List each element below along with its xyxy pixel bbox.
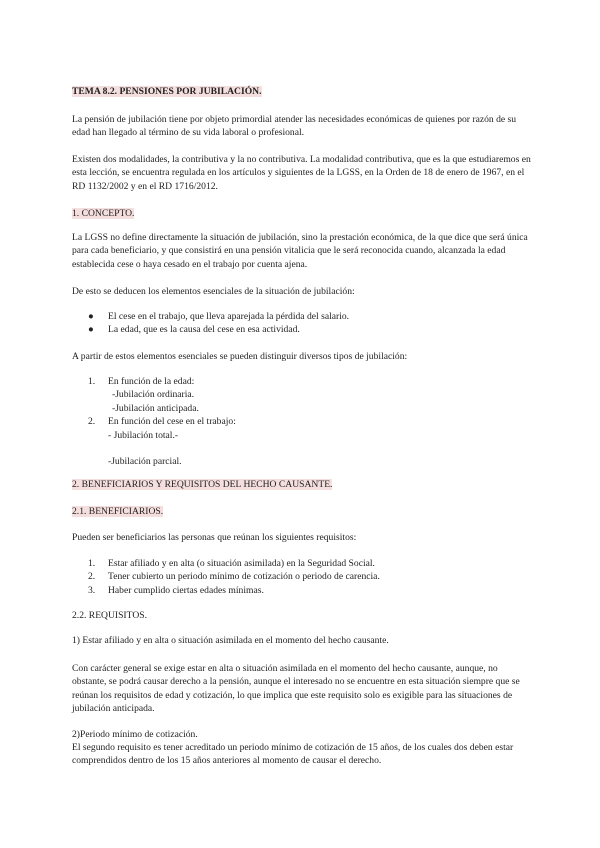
list-item: 3. Haber cumplido ciertas edades mínimas. [88,584,264,596]
types-list [72,375,532,468]
intro-paragraph-2: Existen dos modalidades, la contributiva y la no contributiva. La modalidad contributiva, que es la que estudiaremos en esta lección, se encuentra regulada en los artículos y siguientes de la LGSS, en la Orden de 18 de enero de 1967, en el RD 1132/2002 y en el RD 1716/2012. [72,154,531,192]
requirement-1-heading: 1) Estar afiliado y en alta o situación asimilada en el momento del hecho causante. [72,635,389,646]
list-item: ● La edad, que es la causa del cese en esa actividad. [88,324,300,336]
bullet-icon: ● [88,324,94,336]
types-intro: A partir de estos elementos esenciales se pueden distinguir diversos tipos de jubilación: [72,351,408,362]
section-2-1-heading: 2.1. BENEFICIARIOS. [72,506,164,517]
page-title: TEMA 8.2. PENSIONES POR JUBILACIÓN. [72,86,262,97]
section-2-heading: 2. BENEFICIARIOS Y REQUISITOS DEL HECHO CAUSANTE. [72,479,333,490]
requirements-list [72,557,532,597]
bullet-icon: ● [88,311,94,322]
requirement-2-heading: 2)Periodo mínimo de cotización. [72,729,198,740]
list-item: ● El cese en el trabajo, que lleva aparejada la pérdida del salario. [88,311,350,322]
list-item: 2. En función del cese en el trabajo: - Jubilación total.- -Jubilación parcial. [88,416,236,468]
intro-paragraph-1: La pensión de jubilación tiene por objeto primordial atender las necesidades económicas de quienes por razón de su edad han llegado al término de su vida laboral o profesional. [72,114,517,139]
section-2-2-heading: 2.2. REQUISITOS. [72,610,147,621]
section-1-heading: 1. CONCEPTO. [72,208,135,219]
list-item: 1. En función de la edad: -Jubilación ordinaria. -Jubilación anticipada. [88,376,199,414]
elements-intro: De esto se deducen los elementos esenciales de la situación de jubilación: [72,286,355,297]
elements-list [72,310,532,337]
list-item: 2. Tener cubierto un periodo mínimo de cotización o periodo de carencia. [88,571,380,583]
list-item: 1. Estar afiliado y en alta (o situación asimilada) en la Seguridad Social. [88,558,375,569]
requirement-1-paragraph: Con carácter general se exige estar en alta o situación asimilada en el momento del hecho causante, aunque, no obstante, se podrá causar derecho a la pensión, aunque el interesado no se encuentre en esta situación siempre que se reúnan los requisitos de edad y cotización, lo que implica que este requisito solo es exigible para las situaciones de jubilación anticipada. [72,663,520,715]
requirement-2-paragraph: El segundo requisito es tener acreditado un periodo mínimo de cotización de 15 años, de los cuales dos deben estar comprendidos dentro de los 15 años anteriores al momento de causar el derecho. [72,742,514,767]
beneficiaries-intro: Pueden ser beneficiarios las personas que reúnan los siguientes requisitos: [72,532,357,543]
concept-paragraph: La LGSS no define directamente la situación de jubilación, sino la prestación económica, de la que dice que será única para cada beneficiario, y que consistirá en una pensión vitalicia que le será reconocida cuando, alcanzada la edad establecida cese o haya cesado en el trabajo por cuenta ajena. [72,232,528,270]
